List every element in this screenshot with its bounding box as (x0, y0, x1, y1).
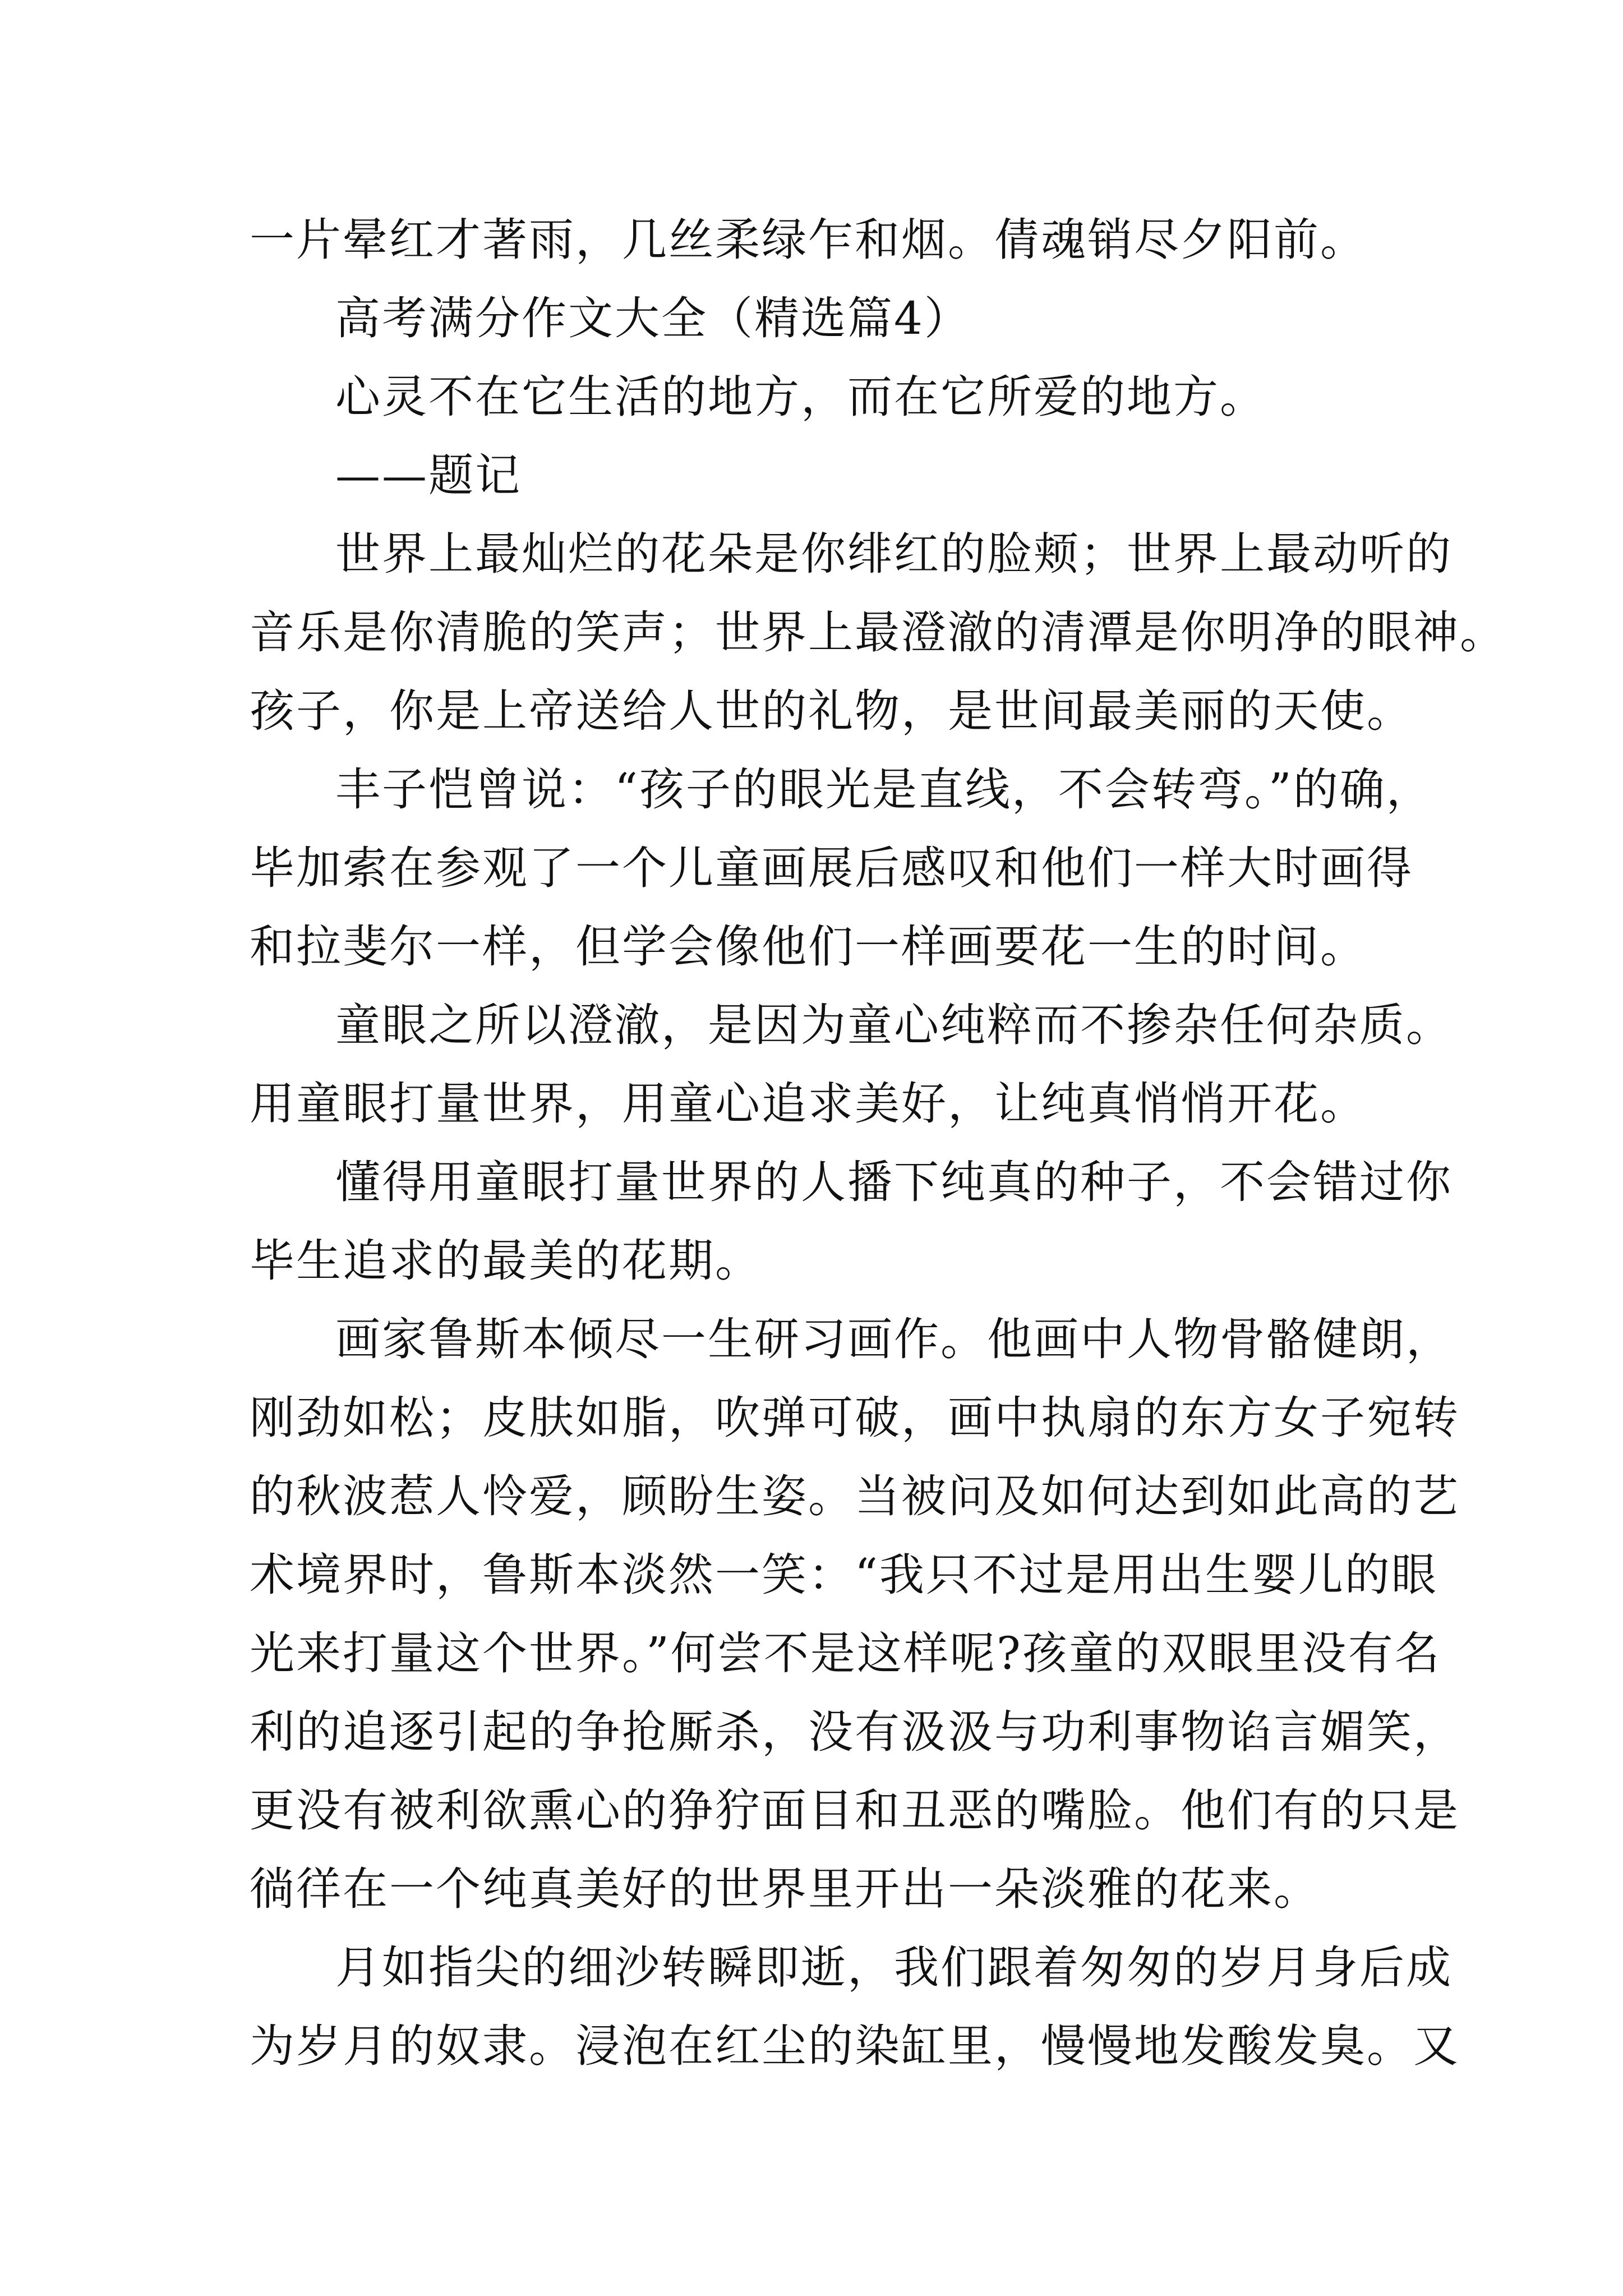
text-line: 毕加索在参观了一个儿童画展后感叹和他们一样大时画得 (250, 842, 1413, 894)
text-line: 毕生追求的最美的花期。 (250, 1235, 762, 1287)
text-line: 懂得用童眼打量世界的人播下纯真的种子，不会错过你 (335, 1156, 1453, 1208)
text-line: 世界上最灿烂的花朵是你绯红的脸颊；世界上最动听的 (335, 528, 1453, 580)
text-line: 徜徉在一个纯真美好的世界里开出一朵淡雅的花来。 (250, 1863, 1320, 1915)
text-line: 的秋波惹人怜爱，顾盼生姿。当被问及如何达到如此高的艺 (250, 1470, 1460, 1522)
text-line: 利的追逐引起的争抢厮杀，没有汲汲与功利事物谄言媚笑， (250, 1706, 1460, 1758)
text-line: 童眼之所以澄澈，是因为童心纯粹而不掺杂任何杂质。 (335, 999, 1453, 1051)
epigraph: 心灵不在它生活的地方，而在它所爱的地方。 (335, 371, 1266, 423)
essay-title: 高考满分作文大全（精选篇4） (335, 292, 971, 344)
text-line: 术境界时，鲁斯本淡然一笑：“我只不过是用出生婴儿的眼 (250, 1549, 1438, 1601)
text-line: 画家鲁斯本倾尽一生研习画作。他画中人物骨骼健朗， (335, 1313, 1453, 1365)
text-line: 用童眼打量世界，用童心追求美好，让纯真悄悄开花。 (250, 1078, 1367, 1130)
text-line: 和拉斐尔一样，但学会像他们一样画要花一生的时间。 (250, 921, 1367, 973)
epigraph-attribution: ——题记 (335, 449, 522, 501)
text-line: 一片晕红才著雨，几丝柔绿乍和烟。倩魂销尽夕阳前。 (250, 214, 1367, 266)
text-line: 月如指尖的细沙转瞬即逝，我们跟着匆匆的岁月身后成 (335, 1941, 1453, 1994)
text-line: 丰子恺曾说：“孩子的眼光是直线，不会转弯。”的确， (335, 763, 1433, 816)
text-line: 刚劲如松；皮肤如脂，吹弹可破，画中执扇的东方女子宛转 (250, 1392, 1460, 1444)
text-line: 更没有被利欲熏心的狰狞面目和丑恶的嘴脸。他们有的只是 (250, 1784, 1460, 1837)
text-line: 孩子，你是上帝送给人世的礼物，是世间最美丽的天使。 (250, 685, 1413, 737)
text-line: 音乐是你清脆的笑声；世界上最澄澈的清潭是你明净的眼神。 (250, 606, 1506, 659)
text-line: 为岁月的奴隶。浸泡在红尘的染缸里，慢慢地发酸发臭。又 (250, 2020, 1460, 2072)
text-line: 光来打量这个世界。”何尝不是这样呢?孩童的双眼里没有名 (250, 1627, 1441, 1680)
